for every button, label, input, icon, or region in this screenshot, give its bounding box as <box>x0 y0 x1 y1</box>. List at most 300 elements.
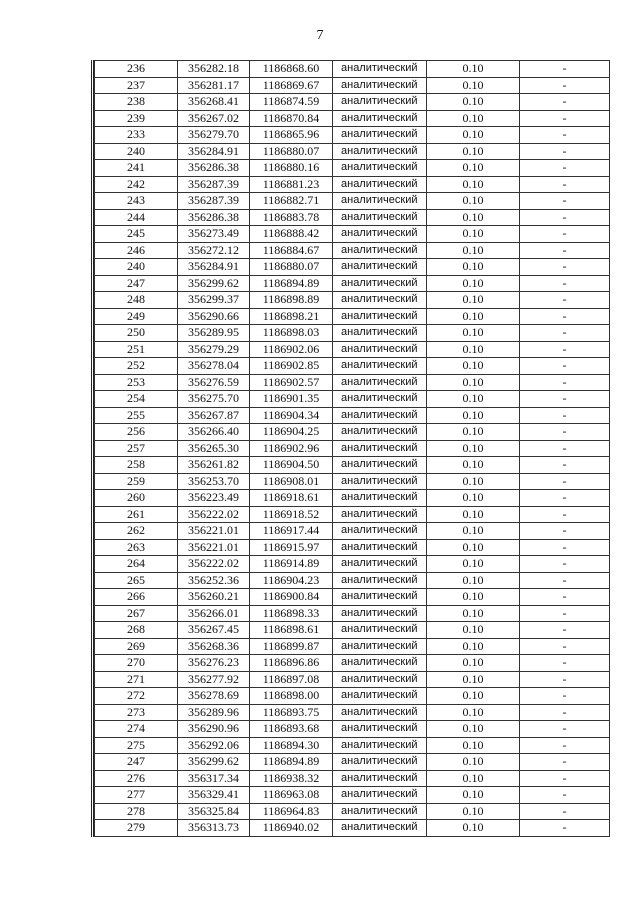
point-number-cell: 254 <box>95 391 178 408</box>
y-coordinate-cell: 1186908.01 <box>250 473 333 490</box>
accuracy-cell: 0.10 <box>427 688 520 705</box>
note-cell: - <box>520 275 610 292</box>
table-row <box>95 457 610 474</box>
accuracy-cell: 0.10 <box>427 572 520 589</box>
point-number-cell: 244 <box>95 209 178 226</box>
note-cell: - <box>520 820 610 837</box>
method-cell: аналитический <box>333 589 427 606</box>
method-cell: аналитический <box>333 787 427 804</box>
y-coordinate-cell: 1186899.87 <box>250 638 333 655</box>
method-cell: аналитический <box>333 473 427 490</box>
table-row <box>95 77 610 94</box>
point-number-cell: 279 <box>95 820 178 837</box>
y-coordinate-cell: 1186883.78 <box>250 209 333 226</box>
accuracy-cell: 0.10 <box>427 358 520 375</box>
table-row <box>95 605 610 622</box>
accuracy-cell: 0.10 <box>427 259 520 276</box>
x-coordinate-cell: 356284.91 <box>178 143 250 160</box>
point-number-cell: 260 <box>95 490 178 507</box>
point-number-cell: 261 <box>95 506 178 523</box>
accuracy-cell: 0.10 <box>427 242 520 259</box>
x-coordinate-cell: 356222.02 <box>178 556 250 573</box>
table-row <box>95 688 610 705</box>
method-cell: аналитический <box>333 193 427 210</box>
note-cell: - <box>520 754 610 771</box>
method-cell: аналитический <box>333 325 427 342</box>
point-number-cell: 268 <box>95 622 178 639</box>
note-cell: - <box>520 490 610 507</box>
accuracy-cell: 0.10 <box>427 787 520 804</box>
accuracy-cell: 0.10 <box>427 539 520 556</box>
table-row <box>95 94 610 111</box>
x-coordinate-cell: 356299.62 <box>178 275 250 292</box>
x-coordinate-cell: 356267.02 <box>178 110 250 127</box>
x-coordinate-cell: 356261.82 <box>178 457 250 474</box>
method-cell: аналитический <box>333 638 427 655</box>
accuracy-cell: 0.10 <box>427 457 520 474</box>
method-cell: аналитический <box>333 143 427 160</box>
accuracy-cell: 0.10 <box>427 160 520 177</box>
accuracy-cell: 0.10 <box>427 506 520 523</box>
x-coordinate-cell: 356253.70 <box>178 473 250 490</box>
note-cell: - <box>520 605 610 622</box>
point-number-cell: 247 <box>95 754 178 771</box>
y-coordinate-cell: 1186904.50 <box>250 457 333 474</box>
accuracy-cell: 0.10 <box>427 820 520 837</box>
method-cell: аналитический <box>333 407 427 424</box>
point-number-cell: 239 <box>95 110 178 127</box>
point-number-cell: 248 <box>95 292 178 309</box>
note-cell: - <box>520 61 610 78</box>
method-cell: аналитический <box>333 374 427 391</box>
y-coordinate-cell: 1186918.52 <box>250 506 333 523</box>
point-number-cell: 276 <box>95 770 178 787</box>
note-cell: - <box>520 506 610 523</box>
y-coordinate-cell: 1186915.97 <box>250 539 333 556</box>
table-row <box>95 440 610 457</box>
method-cell: аналитический <box>333 160 427 177</box>
point-number-cell: 275 <box>95 737 178 754</box>
x-coordinate-cell: 356282.18 <box>178 61 250 78</box>
x-coordinate-cell: 356267.45 <box>178 622 250 639</box>
accuracy-cell: 0.10 <box>427 671 520 688</box>
y-coordinate-cell: 1186898.89 <box>250 292 333 309</box>
table-row <box>95 490 610 507</box>
note-cell: - <box>520 209 610 226</box>
y-coordinate-cell: 1186904.25 <box>250 424 333 441</box>
y-coordinate-cell: 1186898.61 <box>250 622 333 639</box>
method-cell: аналитический <box>333 308 427 325</box>
y-coordinate-cell: 1186894.89 <box>250 754 333 771</box>
x-coordinate-cell: 356290.96 <box>178 721 250 738</box>
accuracy-cell: 0.10 <box>427 275 520 292</box>
point-number-cell: 258 <box>95 457 178 474</box>
x-coordinate-cell: 356276.23 <box>178 655 250 672</box>
table-row <box>95 506 610 523</box>
y-coordinate-cell: 1186964.83 <box>250 803 333 820</box>
method-cell: аналитический <box>333 77 427 94</box>
method-cell: аналитический <box>333 490 427 507</box>
table-row <box>95 754 610 771</box>
note-cell: - <box>520 556 610 573</box>
point-number-cell: 257 <box>95 440 178 457</box>
accuracy-cell: 0.10 <box>427 770 520 787</box>
table-row <box>95 193 610 210</box>
table-row <box>95 572 610 589</box>
y-coordinate-cell: 1186894.30 <box>250 737 333 754</box>
note-cell: - <box>520 308 610 325</box>
point-number-cell: 252 <box>95 358 178 375</box>
accuracy-cell: 0.10 <box>427 737 520 754</box>
accuracy-cell: 0.10 <box>427 605 520 622</box>
y-coordinate-cell: 1186896.86 <box>250 655 333 672</box>
y-coordinate-cell: 1186897.08 <box>250 671 333 688</box>
note-cell: - <box>520 94 610 111</box>
point-number-cell: 255 <box>95 407 178 424</box>
y-coordinate-cell: 1186902.06 <box>250 341 333 358</box>
table-row <box>95 523 610 540</box>
point-number-cell: 245 <box>95 226 178 243</box>
x-coordinate-cell: 356277.92 <box>178 671 250 688</box>
y-coordinate-cell: 1186898.00 <box>250 688 333 705</box>
note-cell: - <box>520 440 610 457</box>
x-coordinate-cell: 356222.02 <box>178 506 250 523</box>
x-coordinate-cell: 356272.12 <box>178 242 250 259</box>
method-cell: аналитический <box>333 391 427 408</box>
method-cell: аналитический <box>333 127 427 144</box>
method-cell: аналитический <box>333 605 427 622</box>
y-coordinate-cell: 1186898.03 <box>250 325 333 342</box>
x-coordinate-cell: 356286.38 <box>178 160 250 177</box>
accuracy-cell: 0.10 <box>427 754 520 771</box>
x-coordinate-cell: 356279.29 <box>178 341 250 358</box>
point-number-cell: 269 <box>95 638 178 655</box>
table-row <box>95 176 610 193</box>
method-cell: аналитический <box>333 94 427 111</box>
accuracy-cell: 0.10 <box>427 473 520 490</box>
coordinates-table <box>94 60 610 837</box>
point-number-cell: 273 <box>95 704 178 721</box>
point-number-cell: 249 <box>95 308 178 325</box>
table-row <box>95 473 610 490</box>
note-cell: - <box>520 655 610 672</box>
x-coordinate-cell: 356299.37 <box>178 292 250 309</box>
y-coordinate-cell: 1186881.23 <box>250 176 333 193</box>
point-number-cell: 266 <box>95 589 178 606</box>
method-cell: аналитический <box>333 110 427 127</box>
table-row <box>95 292 610 309</box>
table-row <box>95 622 610 639</box>
method-cell: аналитический <box>333 259 427 276</box>
table-row <box>95 803 610 820</box>
method-cell: аналитический <box>333 275 427 292</box>
method-cell: аналитический <box>333 523 427 540</box>
x-coordinate-cell: 356268.41 <box>178 94 250 111</box>
accuracy-cell: 0.10 <box>427 193 520 210</box>
note-cell: - <box>520 407 610 424</box>
method-cell: аналитический <box>333 556 427 573</box>
note-cell: - <box>520 473 610 490</box>
point-number-cell: 271 <box>95 671 178 688</box>
x-coordinate-cell: 356275.70 <box>178 391 250 408</box>
note-cell: - <box>520 457 610 474</box>
table-row <box>95 143 610 160</box>
point-number-cell: 262 <box>95 523 178 540</box>
method-cell: аналитический <box>333 655 427 672</box>
point-number-cell: 259 <box>95 473 178 490</box>
note-cell: - <box>520 638 610 655</box>
note-cell: - <box>520 688 610 705</box>
table-row <box>95 407 610 424</box>
note-cell: - <box>520 770 610 787</box>
accuracy-cell: 0.10 <box>427 209 520 226</box>
x-coordinate-cell: 356299.62 <box>178 754 250 771</box>
table-row <box>95 358 610 375</box>
accuracy-cell: 0.10 <box>427 77 520 94</box>
note-cell: - <box>520 292 610 309</box>
y-coordinate-cell: 1186902.96 <box>250 440 333 457</box>
accuracy-cell: 0.10 <box>427 589 520 606</box>
note-cell: - <box>520 671 610 688</box>
y-coordinate-cell: 1186900.84 <box>250 589 333 606</box>
accuracy-cell: 0.10 <box>427 374 520 391</box>
y-coordinate-cell: 1186902.57 <box>250 374 333 391</box>
y-coordinate-cell: 1186898.21 <box>250 308 333 325</box>
method-cell: аналитический <box>333 770 427 787</box>
accuracy-cell: 0.10 <box>427 638 520 655</box>
note-cell: - <box>520 523 610 540</box>
y-coordinate-cell: 1186870.84 <box>250 110 333 127</box>
table-row <box>95 226 610 243</box>
x-coordinate-cell: 356278.69 <box>178 688 250 705</box>
accuracy-cell: 0.10 <box>427 721 520 738</box>
note-cell: - <box>520 539 610 556</box>
table-row <box>95 259 610 276</box>
table-row <box>95 275 610 292</box>
accuracy-cell: 0.10 <box>427 622 520 639</box>
x-coordinate-cell: 356281.17 <box>178 77 250 94</box>
note-cell: - <box>520 424 610 441</box>
y-coordinate-cell: 1186894.89 <box>250 275 333 292</box>
y-coordinate-cell: 1186888.42 <box>250 226 333 243</box>
y-coordinate-cell: 1186904.23 <box>250 572 333 589</box>
y-coordinate-cell: 1186914.89 <box>250 556 333 573</box>
table-row <box>95 374 610 391</box>
table-row <box>95 391 610 408</box>
method-cell: аналитический <box>333 803 427 820</box>
x-coordinate-cell: 356284.91 <box>178 259 250 276</box>
point-number-cell: 240 <box>95 143 178 160</box>
point-number-cell: 250 <box>95 325 178 342</box>
accuracy-cell: 0.10 <box>427 407 520 424</box>
table-row <box>95 671 610 688</box>
x-coordinate-cell: 356265.30 <box>178 440 250 457</box>
point-number-cell: 251 <box>95 341 178 358</box>
point-number-cell: 237 <box>95 77 178 94</box>
accuracy-cell: 0.10 <box>427 292 520 309</box>
accuracy-cell: 0.10 <box>427 490 520 507</box>
accuracy-cell: 0.10 <box>427 803 520 820</box>
y-coordinate-cell: 1186901.35 <box>250 391 333 408</box>
accuracy-cell: 0.10 <box>427 424 520 441</box>
note-cell: - <box>520 391 610 408</box>
table-row <box>95 770 610 787</box>
point-number-cell: 277 <box>95 787 178 804</box>
method-cell: аналитический <box>333 457 427 474</box>
point-number-cell: 236 <box>95 61 178 78</box>
note-cell: - <box>520 176 610 193</box>
table-row <box>95 721 610 738</box>
accuracy-cell: 0.10 <box>427 61 520 78</box>
note-cell: - <box>520 721 610 738</box>
x-coordinate-cell: 356290.66 <box>178 308 250 325</box>
x-coordinate-cell: 356325.84 <box>178 803 250 820</box>
accuracy-cell: 0.10 <box>427 523 520 540</box>
x-coordinate-cell: 356221.01 <box>178 523 250 540</box>
note-cell: - <box>520 143 610 160</box>
table-row <box>95 539 610 556</box>
y-coordinate-cell: 1186874.59 <box>250 94 333 111</box>
point-number-cell: 274 <box>95 721 178 738</box>
x-coordinate-cell: 356266.40 <box>178 424 250 441</box>
x-coordinate-cell: 356276.59 <box>178 374 250 391</box>
point-number-cell: 243 <box>95 193 178 210</box>
coordinates-table-body <box>95 61 610 837</box>
x-coordinate-cell: 356279.70 <box>178 127 250 144</box>
y-coordinate-cell: 1186882.71 <box>250 193 333 210</box>
table-row <box>95 242 610 259</box>
table-row <box>95 160 610 177</box>
note-cell: - <box>520 622 610 639</box>
y-coordinate-cell: 1186880.07 <box>250 143 333 160</box>
point-number-cell: 264 <box>95 556 178 573</box>
note-cell: - <box>520 787 610 804</box>
table-row <box>95 787 610 804</box>
table-row <box>95 589 610 606</box>
point-number-cell: 263 <box>95 539 178 556</box>
method-cell: аналитический <box>333 754 427 771</box>
point-number-cell: 278 <box>95 803 178 820</box>
method-cell: аналитический <box>333 226 427 243</box>
method-cell: аналитический <box>333 572 427 589</box>
method-cell: аналитический <box>333 424 427 441</box>
method-cell: аналитический <box>333 506 427 523</box>
note-cell: - <box>520 589 610 606</box>
method-cell: аналитический <box>333 242 427 259</box>
table-row <box>95 110 610 127</box>
accuracy-cell: 0.10 <box>427 226 520 243</box>
method-cell: аналитический <box>333 440 427 457</box>
method-cell: аналитический <box>333 539 427 556</box>
x-coordinate-cell: 356317.34 <box>178 770 250 787</box>
y-coordinate-cell: 1186917.44 <box>250 523 333 540</box>
y-coordinate-cell: 1186940.02 <box>250 820 333 837</box>
accuracy-cell: 0.10 <box>427 94 520 111</box>
accuracy-cell: 0.10 <box>427 176 520 193</box>
note-cell: - <box>520 803 610 820</box>
note-cell: - <box>520 77 610 94</box>
note-cell: - <box>520 572 610 589</box>
point-number-cell: 246 <box>95 242 178 259</box>
x-coordinate-cell: 356313.73 <box>178 820 250 837</box>
y-coordinate-cell: 1186963.08 <box>250 787 333 804</box>
accuracy-cell: 0.10 <box>427 440 520 457</box>
table-row <box>95 638 610 655</box>
x-coordinate-cell: 356223.49 <box>178 490 250 507</box>
accuracy-cell: 0.10 <box>427 127 520 144</box>
method-cell: аналитический <box>333 292 427 309</box>
x-coordinate-cell: 356273.49 <box>178 226 250 243</box>
method-cell: аналитический <box>333 671 427 688</box>
y-coordinate-cell: 1186865.96 <box>250 127 333 144</box>
table-row <box>95 61 610 78</box>
x-coordinate-cell: 356268.36 <box>178 638 250 655</box>
note-cell: - <box>520 226 610 243</box>
y-coordinate-cell: 1186880.07 <box>250 259 333 276</box>
y-coordinate-cell: 1186869.67 <box>250 77 333 94</box>
table-row <box>95 424 610 441</box>
y-coordinate-cell: 1186880.16 <box>250 160 333 177</box>
point-number-cell: 253 <box>95 374 178 391</box>
y-coordinate-cell: 1186868.60 <box>250 61 333 78</box>
x-coordinate-cell: 356267.87 <box>178 407 250 424</box>
table-row <box>95 704 610 721</box>
point-number-cell: 256 <box>95 424 178 441</box>
method-cell: аналитический <box>333 176 427 193</box>
note-cell: - <box>520 737 610 754</box>
x-coordinate-cell: 356287.39 <box>178 193 250 210</box>
note-cell: - <box>520 358 610 375</box>
x-coordinate-cell: 356221.01 <box>178 539 250 556</box>
note-cell: - <box>520 374 610 391</box>
y-coordinate-cell: 1186902.85 <box>250 358 333 375</box>
note-cell: - <box>520 341 610 358</box>
table-row <box>95 737 610 754</box>
note-cell: - <box>520 193 610 210</box>
x-coordinate-cell: 356287.39 <box>178 176 250 193</box>
accuracy-cell: 0.10 <box>427 704 520 721</box>
table-row <box>95 127 610 144</box>
method-cell: аналитический <box>333 721 427 738</box>
x-coordinate-cell: 356252.36 <box>178 572 250 589</box>
point-number-cell: 233 <box>95 127 178 144</box>
y-coordinate-cell: 1186884.67 <box>250 242 333 259</box>
y-coordinate-cell: 1186904.34 <box>250 407 333 424</box>
table-row <box>95 556 610 573</box>
x-coordinate-cell: 356286.38 <box>178 209 250 226</box>
method-cell: аналитический <box>333 820 427 837</box>
note-cell: - <box>520 259 610 276</box>
table-row <box>95 820 610 837</box>
accuracy-cell: 0.10 <box>427 110 520 127</box>
point-number-cell: 265 <box>95 572 178 589</box>
y-coordinate-cell: 1186918.61 <box>250 490 333 507</box>
y-coordinate-cell: 1186938.32 <box>250 770 333 787</box>
x-coordinate-cell: 356266.01 <box>178 605 250 622</box>
accuracy-cell: 0.10 <box>427 655 520 672</box>
table-row <box>95 341 610 358</box>
accuracy-cell: 0.10 <box>427 308 520 325</box>
note-cell: - <box>520 242 610 259</box>
method-cell: аналитический <box>333 704 427 721</box>
method-cell: аналитический <box>333 209 427 226</box>
point-number-cell: 238 <box>95 94 178 111</box>
point-number-cell: 267 <box>95 605 178 622</box>
table-row <box>95 325 610 342</box>
point-number-cell: 270 <box>95 655 178 672</box>
coordinates-table-container <box>91 60 612 837</box>
table-row <box>95 655 610 672</box>
